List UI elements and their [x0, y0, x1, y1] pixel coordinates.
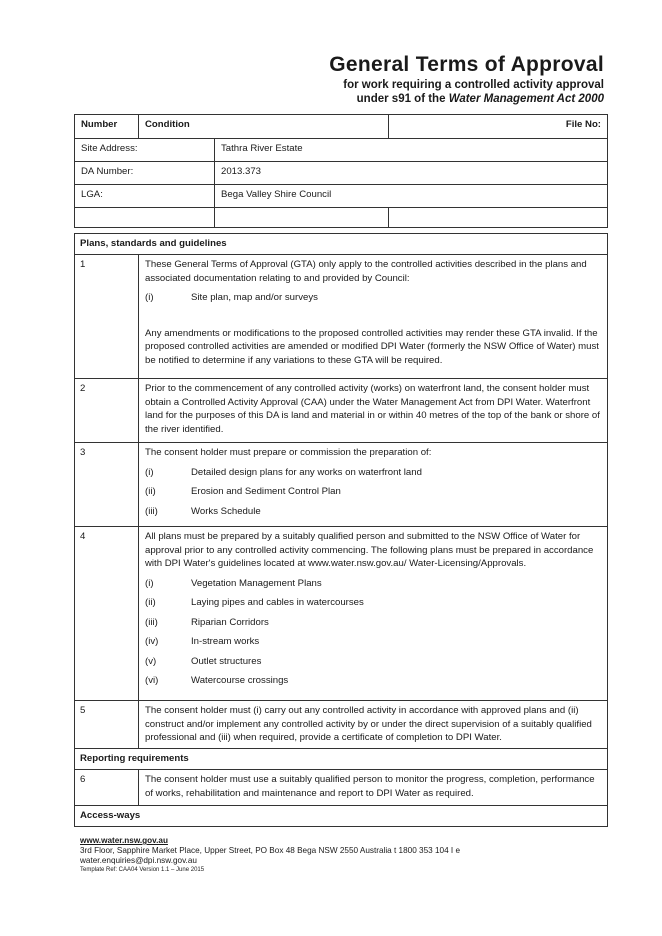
document-subtitle-line1: for work requiring a controlled activity approval — [343, 79, 604, 91]
condition-number: 5 — [75, 701, 139, 749]
condition-body — [139, 443, 608, 527]
header-file-no: File No: — [389, 115, 608, 139]
document-title-block — [329, 52, 604, 106]
header-number: Number — [75, 115, 139, 139]
condition-text: These General Terms of Approval (GTA) only apply to the controlled activities described in the plans and associated documentation relating to and provided by Council: — [145, 259, 587, 284]
condition-subitem — [145, 635, 601, 649]
info-label-da-number: DA Number: — [75, 162, 215, 185]
subitem-numeral: (iii) — [145, 616, 158, 628]
section-access-heading: Access-ways — [75, 806, 608, 827]
condition-subitem — [145, 577, 601, 591]
subitem-numeral: (iv) — [145, 636, 159, 647]
subitem-numeral: (vi) — [145, 675, 159, 686]
subitem-text: Riparian Corridors — [191, 616, 269, 628]
footer-website-link[interactable]: www.water.nsw.gov.au — [80, 836, 168, 845]
condition-number: 2 — [75, 379, 139, 443]
subitem-numeral: (v) — [145, 655, 157, 667]
footer-address: 3rd Floor, Sapphire Market Place, Upper Street, PO Box 48 Bega NSW 2550 Australia t 1800 353 104 I e — [80, 846, 461, 855]
subitem-numeral: (i) — [145, 292, 154, 303]
subitem-numeral: (ii) — [145, 597, 156, 608]
document-title: General Terms of Approval — [329, 53, 604, 76]
info-value-da-number: 2013.373 — [215, 162, 608, 185]
condition-text: All plans must be prepared by a suitably qualified person and submitted to the NSW Office of Water for approval prior to any controlled activity commencing. The following plans must be prepared in accordance with DPI Water's guidelines located at www.water.nsw.gov.au/ Water-Licensing/Approvals. — [145, 531, 594, 569]
empty-cell — [389, 208, 608, 228]
subitem-numeral: (i) — [145, 466, 154, 478]
condition-subitem — [145, 616, 601, 630]
condition-text: The consent holder must prepare or commission the preparation of: — [145, 447, 432, 458]
info-value-lga: Bega Valley Shire Council — [215, 185, 608, 208]
condition-row — [75, 770, 608, 806]
subitem-text: Site plan, map and/or surveys — [191, 292, 318, 303]
info-table — [74, 114, 608, 228]
condition-after-text: Any amendments or modifications to the proposed controlled activities may render these GTA invalid. If the proposed controlled activities are amended or modified DPI Water (formerly the NSW Office of Water) must be notified to determine if any variations to these GTA will be required. — [145, 327, 599, 366]
empty-cell — [75, 208, 215, 228]
info-value-site-address: Tathra River Estate — [215, 139, 608, 162]
section-plans-heading: Plans, standards and guidelines — [75, 234, 608, 255]
subitem-text: Watercourse crossings — [191, 675, 289, 686]
subitem-text: Laying pipes and cables in watercourses — [191, 597, 364, 608]
condition-body — [139, 379, 608, 443]
info-label-site-address: Site Address: — [75, 139, 215, 162]
subtitle-prefix: under s91 of the — [356, 93, 449, 105]
condition-subitem — [145, 466, 601, 480]
condition-body — [139, 527, 608, 701]
subitem-text: Detailed design plans for any works on waterfront land — [191, 466, 422, 478]
condition-number: 4 — [75, 527, 139, 701]
condition-text: The consent holder must use a suitably qualified person to monitor the progress, completion, performance of works, rehabilitation and maintenance and report to DPI Water as required. — [145, 774, 595, 799]
conditions-table — [74, 233, 608, 827]
subitem-text: Outlet structures — [191, 655, 262, 667]
condition-body — [139, 255, 608, 379]
condition-subitem — [145, 485, 601, 499]
section-reporting-heading: Reporting requirements — [75, 749, 608, 770]
condition-body — [139, 770, 608, 806]
subitem-text: In-stream works — [191, 636, 260, 647]
info-label-lga: LGA: — [75, 185, 215, 208]
condition-body — [139, 701, 608, 749]
act-name: Water Management Act 2000 — [448, 93, 604, 105]
subitem-numeral: (i) — [145, 577, 154, 589]
condition-text: The consent holder must (i) carry out any controlled activity in accordance with approved plans and (ii) construct and/or implement any controlled activity by or under the direct supervision of a suitably qualified professional and (iii) when required, provide a certificate of completion to DPI Water. — [145, 705, 592, 743]
condition-subitem — [145, 505, 601, 519]
empty-cell — [215, 208, 389, 228]
subitem-text: Vegetation Management Plans — [191, 577, 322, 589]
subitem-numeral: (ii) — [145, 486, 156, 497]
subitem-text: Works Schedule — [191, 505, 261, 517]
condition-subitem — [145, 655, 601, 669]
subitem-text: Erosion and Sediment Control Plan — [191, 486, 341, 497]
document-subtitle-line2 — [329, 92, 604, 106]
footer-template-ref: Template Ref: CAA04 Version 1.1 – June 2015 — [80, 867, 205, 873]
condition-row — [75, 527, 608, 701]
footer-email[interactable]: water.enquiries@dpi.nsw.gov.au — [80, 856, 197, 865]
condition-row — [75, 443, 608, 527]
header-condition: Condition — [139, 115, 389, 139]
condition-number: 6 — [75, 770, 139, 806]
condition-row — [75, 701, 608, 749]
condition-subitem — [145, 291, 601, 305]
condition-subitem — [145, 596, 601, 610]
subitem-numeral: (iii) — [145, 505, 158, 517]
condition-text: Prior to the commencement of any controlled activity (works) on waterfront land, the consent holder must obtain a Controlled Activity Approval (CAA) under the Water Management Act from DPI Water. Waterfront land for the purposes of this DA is land and material in or within 40 metres of the top of the bank or shore of the river identified. — [145, 383, 600, 435]
condition-row — [75, 379, 608, 443]
condition-number: 3 — [75, 443, 139, 527]
condition-number: 1 — [75, 255, 139, 379]
condition-subitem — [145, 674, 601, 688]
condition-row — [75, 255, 608, 379]
footer — [80, 836, 460, 874]
